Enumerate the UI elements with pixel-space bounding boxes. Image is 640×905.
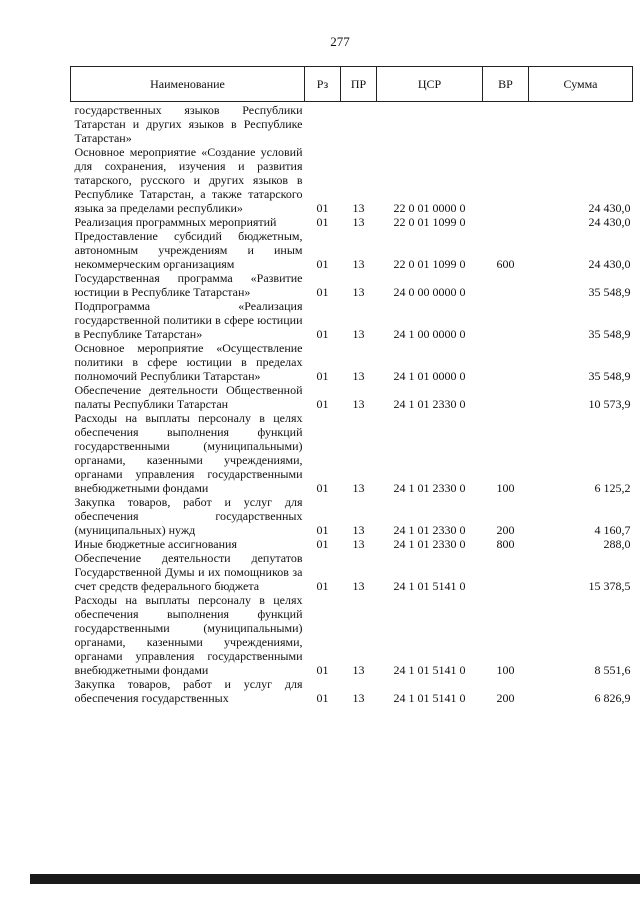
- table-row: [71, 551, 633, 593]
- row-csr: 24 1 01 5141 0: [393, 691, 466, 705]
- row-sum: 8 551,6: [594, 663, 631, 677]
- table-row: [71, 102, 633, 146]
- page-number: 277: [330, 34, 350, 49]
- table-row: [71, 593, 633, 677]
- row-sum: 6 125,2: [594, 481, 631, 495]
- row-name: Реализация программных мероприятий: [74, 215, 277, 229]
- row-name: Государственная программа «Развитие юстиции в Республике Татарстан»: [74, 271, 303, 299]
- row-name: Основное мероприятие «Осуществление политики в сфере юстиции в пределах полномочий Республики Татарстан»: [74, 341, 303, 383]
- row-sum: [529, 102, 633, 146]
- row-pr: 13: [352, 285, 365, 299]
- row-name: Расходы на выплаты персоналу в целях обеспечения выполнения функций государственными (муниципальными) органами, казенными учреждениями, органами управления государственными внебюджетными фондами: [74, 411, 303, 495]
- row-csr: 24 1 01 2330 0: [393, 523, 466, 537]
- row-csr: 24 1 01 0000 0: [393, 369, 466, 383]
- row-csr: 22 0 01 0000 0: [393, 201, 466, 215]
- row-rz: 01: [316, 537, 329, 551]
- row-csr: 22 0 01 1099 0: [393, 257, 466, 271]
- table-row: [71, 495, 633, 537]
- row-csr: 24 1 01 5141 0: [393, 663, 466, 677]
- table-row: [71, 229, 633, 271]
- header-name: Наименование: [71, 67, 305, 102]
- row-csr: 24 1 01 2330 0: [393, 481, 466, 495]
- table-row: [71, 215, 633, 229]
- row-pr: 13: [352, 215, 365, 229]
- budget-table: [70, 66, 633, 705]
- header-rz: Рз: [305, 67, 341, 102]
- row-name: Предоставление субсидий бюджетным, автономным учреждениям и иным некоммерческим организациям: [74, 229, 303, 271]
- table-header-row: [71, 67, 633, 102]
- header-vr: ВР: [483, 67, 529, 102]
- row-csr: 24 1 01 5141 0: [393, 579, 466, 593]
- row-sum: 15 378,5: [588, 579, 631, 593]
- row-sum: 35 548,9: [588, 327, 631, 341]
- table-body: [71, 102, 633, 706]
- row-sum: 24 430,0: [588, 257, 631, 271]
- row-vr: 800: [496, 537, 515, 551]
- row-name: Подпрограмма «Реализация государственной политики в сфере юстиции в Республике Татарстан»: [74, 299, 303, 341]
- row-vr: [483, 102, 529, 146]
- row-sum: 24 430,0: [588, 201, 631, 215]
- table-row: [71, 411, 633, 495]
- row-name: Закупка товаров, работ и услуг для обеспечения государственных (муниципальных) нужд: [74, 495, 303, 537]
- row-sum: 35 548,9: [588, 369, 631, 383]
- row-vr: 600: [496, 257, 515, 271]
- row-vr: [483, 215, 529, 229]
- table-row: [71, 299, 633, 341]
- row-pr: 13: [352, 663, 365, 677]
- row-pr: 13: [352, 481, 365, 495]
- row-vr: [483, 271, 529, 299]
- row-rz: 01: [316, 579, 329, 593]
- row-vr: [483, 383, 529, 411]
- row-sum: 4 160,7: [594, 523, 631, 537]
- row-rz: 01: [316, 481, 329, 495]
- row-csr: 24 0 00 0000 0: [393, 285, 466, 299]
- row-rz: 01: [316, 257, 329, 271]
- row-vr: [483, 299, 529, 341]
- row-name: Расходы на выплаты персоналу в целях обеспечения выполнения функций государственными (муниципальными) органами, казенными учреждениями, органами управления государственными внебюджетными фондами: [74, 593, 303, 677]
- row-vr: [483, 145, 529, 215]
- row-name: Обеспечение деятельности депутатов Государственной Думы и их помощников за счет средств федерального бюджета: [74, 551, 303, 593]
- row-rz: 01: [316, 663, 329, 677]
- table-row: [71, 341, 633, 383]
- header-csr: ЦСР: [377, 67, 483, 102]
- row-pr: 13: [352, 257, 365, 271]
- row-name: Обеспечение деятельности Общественной палаты Республики Татарстан: [74, 383, 303, 411]
- row-csr: 22 0 01 1099 0: [393, 215, 466, 229]
- row-pr: 13: [352, 369, 365, 383]
- row-rz: [305, 102, 341, 146]
- row-vr: [483, 341, 529, 383]
- row-sum: 288,0: [603, 537, 631, 551]
- row-sum: 24 430,0: [588, 215, 631, 229]
- table-row: [71, 145, 633, 215]
- row-name: государственных языков Республики Татарстан и других языков в Республике Татарстан»: [74, 103, 303, 145]
- row-csr: 24 1 01 2330 0: [393, 537, 466, 551]
- row-rz: 01: [316, 523, 329, 537]
- row-vr: [483, 551, 529, 593]
- row-rz: 01: [316, 397, 329, 411]
- scan-bottom-edge: [30, 874, 640, 884]
- row-rz: 01: [316, 369, 329, 383]
- row-sum: 10 573,9: [588, 397, 631, 411]
- row-pr: 13: [352, 579, 365, 593]
- row-pr: 13: [352, 201, 365, 215]
- row-name: Основное мероприятие «Создание условий для сохранения, изучения и развития татарского, русского и других языков в Республике Татарстан, а также татарского языка за пределами республики»: [74, 145, 303, 215]
- row-name: Закупка товаров, работ и услуг для обеспечения государственных: [74, 677, 303, 705]
- row-pr: 13: [352, 327, 365, 341]
- row-pr: 13: [352, 537, 365, 551]
- row-csr: 24 1 00 0000 0: [393, 327, 466, 341]
- row-pr: 13: [352, 523, 365, 537]
- row-rz: 01: [316, 201, 329, 215]
- row-pr: 13: [352, 691, 365, 705]
- row-sum: 6 826,9: [594, 691, 631, 705]
- row-rz: 01: [316, 215, 329, 229]
- header-pr: ПР: [341, 67, 377, 102]
- row-pr: 13: [352, 397, 365, 411]
- row-csr: 24 1 01 2330 0: [393, 397, 466, 411]
- row-csr: [377, 102, 483, 146]
- row-sum: 35 548,9: [588, 285, 631, 299]
- row-name: Иные бюджетные ассигнования: [74, 537, 237, 551]
- budget-table-container: [70, 66, 632, 705]
- row-vr: 200: [496, 691, 515, 705]
- table-row: [71, 383, 633, 411]
- table-row: [71, 537, 633, 551]
- row-pr: [341, 102, 377, 146]
- row-vr: 100: [496, 481, 515, 495]
- table-row: [71, 677, 633, 705]
- row-rz: 01: [316, 327, 329, 341]
- row-rz: 01: [316, 691, 329, 705]
- row-vr: 100: [496, 663, 515, 677]
- row-vr: 200: [496, 523, 515, 537]
- table-row: [71, 271, 633, 299]
- row-rz: 01: [316, 285, 329, 299]
- header-sum: Сумма: [529, 67, 633, 102]
